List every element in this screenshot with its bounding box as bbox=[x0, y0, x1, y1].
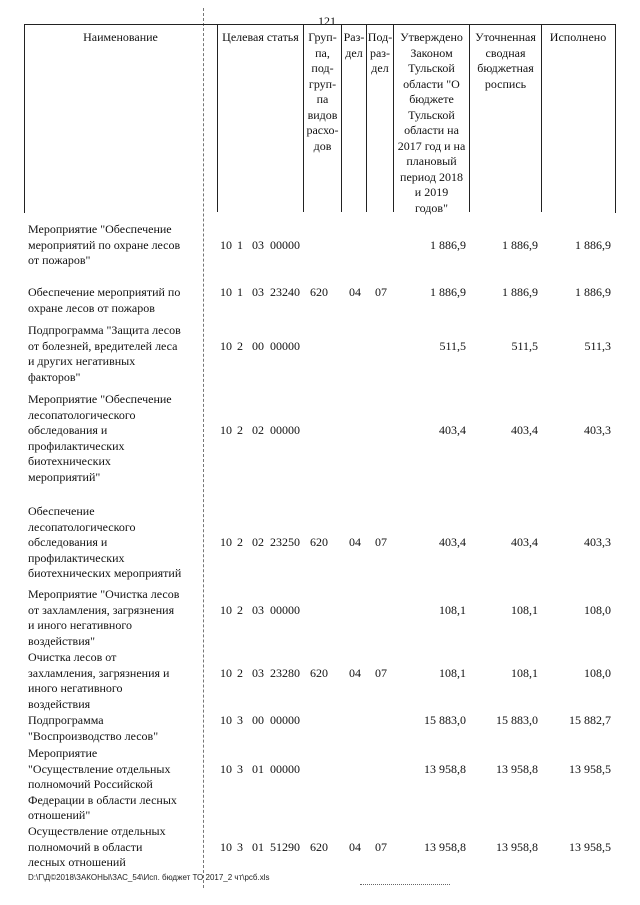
revised-amount: 13 958,8 bbox=[496, 761, 538, 776]
target-code-subprogram: 2 bbox=[237, 665, 243, 680]
revised-amount: 511,5 bbox=[511, 338, 538, 353]
executed-amount: 108,0 bbox=[584, 602, 611, 617]
executed-amount: 1 886,9 bbox=[575, 285, 611, 299]
header-executed: Исполнено bbox=[549, 30, 607, 44]
approved-amount: 1 886,9 bbox=[430, 285, 466, 299]
target-code-program: 10 bbox=[220, 602, 232, 617]
target-code-program: 10 bbox=[220, 237, 232, 252]
header-section: Раз- дел bbox=[342, 24, 367, 212]
file-path-footer: D:\Г\Д©2018\ЗАКОНЫ\ЗАС_54\Исп. бюджет ТО 2017_2 чт\рсб.xls bbox=[28, 873, 270, 882]
target-code-program: 10 bbox=[220, 535, 232, 549]
target-code-event: 03 bbox=[252, 237, 264, 252]
executed-amount: 13 958,5 bbox=[569, 839, 611, 854]
approved-amount: 13 958,8 bbox=[424, 839, 466, 854]
revised-amount: 15 883,0 bbox=[496, 713, 538, 727]
target-code-program: 10 bbox=[220, 713, 232, 727]
target-code-direction: 00000 bbox=[270, 237, 300, 252]
target-code-subprogram: 3 bbox=[237, 761, 243, 776]
target-code-event: 01 bbox=[252, 761, 264, 776]
expense-group-cell: 620 bbox=[310, 839, 328, 854]
target-code-event: 03 bbox=[252, 285, 264, 299]
expense-group-cell: 620 bbox=[310, 285, 328, 299]
revised-amount: 1 886,9 bbox=[502, 285, 538, 299]
target-code-program: 10 bbox=[220, 761, 232, 776]
executed-amount: 15 882,7 bbox=[569, 713, 611, 727]
header-subsection: Под- раз- дел bbox=[367, 24, 394, 212]
approved-amount: 13 958,8 bbox=[424, 761, 466, 776]
section-cell: 04 bbox=[349, 285, 361, 299]
subsection-cell: 07 bbox=[375, 535, 387, 549]
target-code-subprogram: 3 bbox=[237, 839, 243, 854]
target-code-program: 10 bbox=[220, 338, 232, 353]
target-code-event: 03 bbox=[252, 602, 264, 617]
header-approved: Утверждено Законом Тульской области "О бюджете Тульской области на 2017 год и на плановый период 2018 и 2019 годов" bbox=[394, 24, 470, 212]
target-code-direction: 23240 bbox=[270, 285, 300, 299]
target-code-event: 01 bbox=[252, 839, 264, 854]
target-code-subprogram: 2 bbox=[237, 423, 243, 437]
row-name: Мероприятие "Осуществление отдельных полномочий Российской Федерации в области лесных отношений" bbox=[28, 746, 177, 822]
target-code-subprogram: 2 bbox=[237, 602, 243, 617]
executed-amount: 1 886,9 bbox=[575, 237, 611, 252]
section-cell: 04 bbox=[349, 535, 361, 549]
executed-amount: 403,3 bbox=[584, 535, 611, 549]
signature-scribble bbox=[360, 884, 450, 893]
header-revised: Уточненная сводная бюджетная роспись bbox=[470, 24, 542, 212]
header-name: Наименование bbox=[24, 24, 218, 212]
target-code-subprogram: 1 bbox=[237, 237, 243, 252]
row-name: Обеспечение лесопатологического обследования и профилактических биотехнических мероприятий bbox=[28, 504, 182, 580]
target-code-event: 00 bbox=[252, 713, 264, 727]
row-name: Подпрограмма "Защита лесов от болезней, вредителей леса и других негативных факторов" bbox=[28, 323, 181, 384]
subsection-cell: 07 bbox=[375, 665, 387, 680]
target-code-subprogram: 2 bbox=[237, 535, 243, 549]
target-code-subprogram: 3 bbox=[237, 713, 243, 727]
executed-amount: 13 958,5 bbox=[569, 761, 611, 776]
row-name: Мероприятие "Обеспечение лесопатологического обследования и профилактических биотехнических мероприятий" bbox=[28, 392, 172, 484]
section-cell: 04 bbox=[349, 665, 361, 680]
target-code-direction: 00000 bbox=[270, 423, 300, 437]
target-code-program: 10 bbox=[220, 423, 232, 437]
section-cell: 04 bbox=[349, 839, 361, 854]
row-name: Очистка лесов от захламления, загрязнения и иного негативного воздействия bbox=[28, 650, 170, 711]
target-code-event: 02 bbox=[252, 423, 264, 437]
approved-amount: 15 883,0 bbox=[424, 713, 466, 727]
executed-amount: 108,0 bbox=[584, 665, 611, 680]
revised-amount: 108,1 bbox=[511, 665, 538, 680]
target-code-direction: 00000 bbox=[270, 602, 300, 617]
executed-amount: 511,3 bbox=[584, 338, 611, 353]
subsection-cell: 07 bbox=[375, 285, 387, 299]
target-code-program: 10 bbox=[220, 839, 232, 854]
revised-amount: 1 886,9 bbox=[502, 237, 538, 252]
row-name: Мероприятие "Очистка лесов от захламления, загрязнения и иного негативного воздействия" bbox=[28, 587, 180, 648]
approved-amount: 1 886,9 bbox=[430, 237, 466, 252]
revised-amount: 108,1 bbox=[511, 602, 538, 617]
target-code-event: 02 bbox=[252, 535, 264, 549]
target-code-direction: 23250 bbox=[270, 535, 300, 549]
target-code-direction: 00000 bbox=[270, 761, 300, 776]
revised-amount: 403,4 bbox=[511, 535, 538, 549]
target-code-program: 10 bbox=[220, 665, 232, 680]
revised-amount: 13 958,8 bbox=[496, 839, 538, 854]
target-code-subprogram: 2 bbox=[237, 338, 243, 353]
row-name: Мероприятие "Обеспечение мероприятий по охране лесов от пожаров" bbox=[28, 222, 181, 267]
subsection-cell: 07 bbox=[375, 839, 387, 854]
executed-amount: 403,3 bbox=[584, 423, 611, 437]
expense-group-cell: 620 bbox=[310, 665, 328, 680]
approved-amount: 403,4 bbox=[439, 423, 466, 437]
target-code-program: 10 bbox=[220, 285, 232, 299]
target-code-direction: 00000 bbox=[270, 713, 300, 727]
target-code-event: 03 bbox=[252, 665, 264, 680]
header-target-article: Целевая статья bbox=[218, 24, 304, 212]
approved-amount: 403,4 bbox=[439, 535, 466, 549]
target-code-event: 00 bbox=[252, 338, 264, 353]
approved-amount: 108,1 bbox=[439, 602, 466, 617]
row-name: Подпрограмма "Воспроизводство лесов" bbox=[28, 713, 159, 743]
row-name: Осуществление отдельных полномочий в области лесных отношений bbox=[28, 824, 166, 869]
row-name: Обеспечение мероприятий по охране лесов от пожаров bbox=[28, 285, 181, 315]
header-expense-group: Груп- па, под- груп- па видов расхо- дов bbox=[304, 24, 342, 212]
revised-amount: 403,4 bbox=[511, 423, 538, 437]
target-code-direction: 51290 bbox=[270, 839, 300, 854]
expense-group-cell: 620 bbox=[310, 535, 328, 549]
page-number: 121 bbox=[318, 14, 336, 28]
target-code-subprogram: 1 bbox=[237, 285, 243, 299]
approved-amount: 511,5 bbox=[439, 338, 466, 353]
target-code-direction: 23280 bbox=[270, 665, 300, 680]
target-code-direction: 00000 bbox=[270, 338, 300, 353]
approved-amount: 108,1 bbox=[439, 665, 466, 680]
